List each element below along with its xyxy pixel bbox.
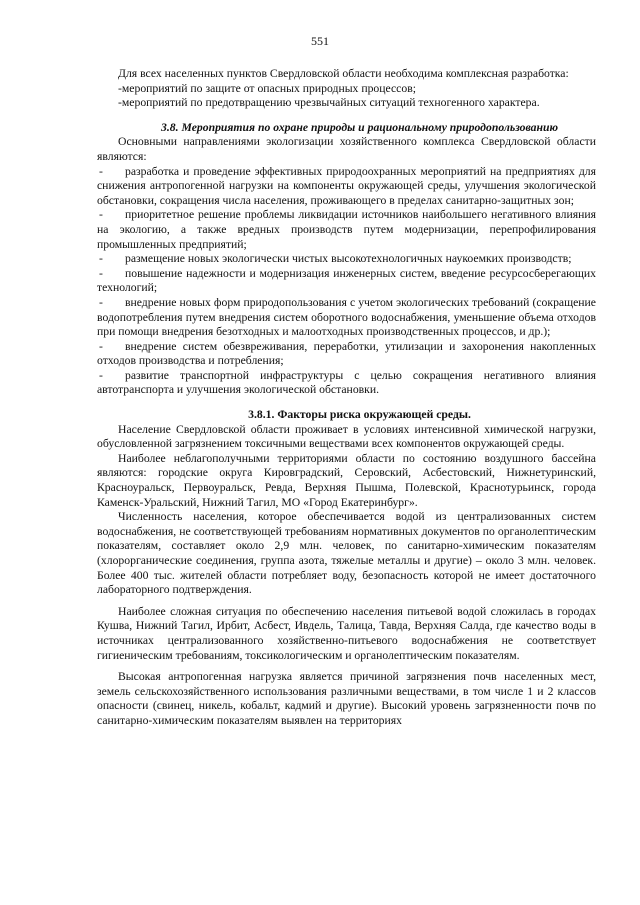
page-number: 551: [311, 34, 329, 48]
section-heading-3-8: 3.8. Мероприятия по охране природы и рациональному природопользованию: [161, 120, 558, 134]
bullet-dash: -: [99, 295, 103, 309]
list-item: [97, 165, 596, 209]
list-item-text: разработка и проведение эффективных природоохранных мероприятий на предприятиях для снижения антропогенной нагрузки на компоненты окружающей среды, улучшения экологической обстановки, сокращения числа населения, проживающего в пределах санитарно-защитных зон;: [97, 164, 596, 207]
paragraph: Высокая антропогенная нагрузка является причиной загрязнения почв населенных мест, земель сельскохозяйственного использования различными веществами, в том числе 1 и 2 классов опасности (свинец, никель, кобальт, кадмий и другие). Высокий уровень загрязненности почв по санитарно-химическим показателям выявлен на территориях: [97, 670, 596, 727]
intro-item: -мероприятий по предотвращению чрезвычайных ситуаций техногенного характера.: [118, 96, 540, 110]
bullet-dash: -: [99, 339, 103, 353]
list-item-text: приоритетное решение проблемы ликвидации источников наибольшего негативного влияния на экологию, а также вредных производств путем модернизации, перепрофилирования промышленных предприятий;: [97, 208, 596, 251]
list-item: [97, 296, 596, 340]
paragraph: Численность населения, которое обеспечивается водой из централизованных систем водоснабжения, не соответствующей требованиям нормативных документов по органолептическим показателям, составляет около 2,9 млн. человек, по санитарно-химическим показателям (хлорорганические соединения, группа азота, тяжелые металлы и другие) – около 3 млн. человек. Более 400 тыс. жителей области потребляет воду, безопасность которой не имеет достаточного лабораторного подтверждения.: [97, 510, 596, 597]
paragraph: Население Свердловской области проживает в условиях интенсивной химической нагрузки, обусловленной загрязнением токсичными веществами всех компонентов окружающей среды.: [97, 422, 596, 451]
list-item: [97, 369, 596, 398]
list-item: [97, 252, 596, 267]
paragraph: Наиболее неблагополучными территориями области по состоянию воздушного бассейна являются: городские округа Кировградский, Серовский, Асбестовский, Нижнетуринский, Красноуральск, Первоуральск, Ревда, Верхняя Пышма, Полевской, Краснотурьинск, города Каменск-Уральский, Нижний Тагил, МО «Город Екатеринбург».: [97, 451, 596, 509]
section-heading-3-8-1: 3.8.1. Факторы риска окружающей среды.: [248, 408, 471, 422]
list-item-text: развитие транспортной инфраструктуры с целью сокращения негативного влияния автотранспорта и улучшения экологической обстановки.: [97, 368, 596, 397]
intro-lead: Для всех населенных пунктов Свердловской области необходима комплексная разработка:: [118, 67, 569, 80]
document-body: [97, 67, 596, 729]
section-3-8-lead: Основными направлениями экологизации хозяйственного комплекса Свердловской области являются:: [97, 135, 596, 163]
bullet-dash: -: [99, 368, 103, 382]
paragraph: Наиболее сложная ситуация по обеспечению населения питьевой водой сложилась в городах Кушва, Нижний Тагил, Ирбит, Асбест, Ивдель, Талица, Тавда, Верхняя Салда, где качество воды в источниках централизованного хозяйственно-питьевого водоснабжения не соответствует гигиеническим требованиям, токсикологическим и органолептическим показателям.: [97, 604, 596, 662]
bullet-dash: -: [99, 266, 103, 280]
list-item-text: внедрение систем обезвреживания, переработки, утилизации и захоронения накопленных отходов производства и потребления;: [97, 339, 596, 368]
list-item: [97, 267, 596, 296]
intro-item: -мероприятий по защите от опасных природных процессов;: [118, 81, 416, 95]
bullet-dash: -: [99, 164, 103, 178]
list-item: [97, 208, 596, 252]
list-item-text: повышение надежности и модернизация инженерных систем, введение ресурсосберегающих технологий;: [97, 266, 596, 295]
list-item-text: внедрение новых форм природопользования с учетом экологических требований (сокращение водопотребления путем внедрения систем оборотного водоснабжения, уменьшение объема отходов при помощи внедрения безотходных и малоотходных производственных процессов, и др.);: [97, 295, 596, 339]
list-item: [97, 340, 596, 369]
bullet-dash: -: [99, 252, 103, 266]
bullet-dash: -: [99, 208, 103, 222]
list-item-text: размещение новых экологически чистых высокотехнологичных наукоемких производств;: [125, 252, 572, 266]
